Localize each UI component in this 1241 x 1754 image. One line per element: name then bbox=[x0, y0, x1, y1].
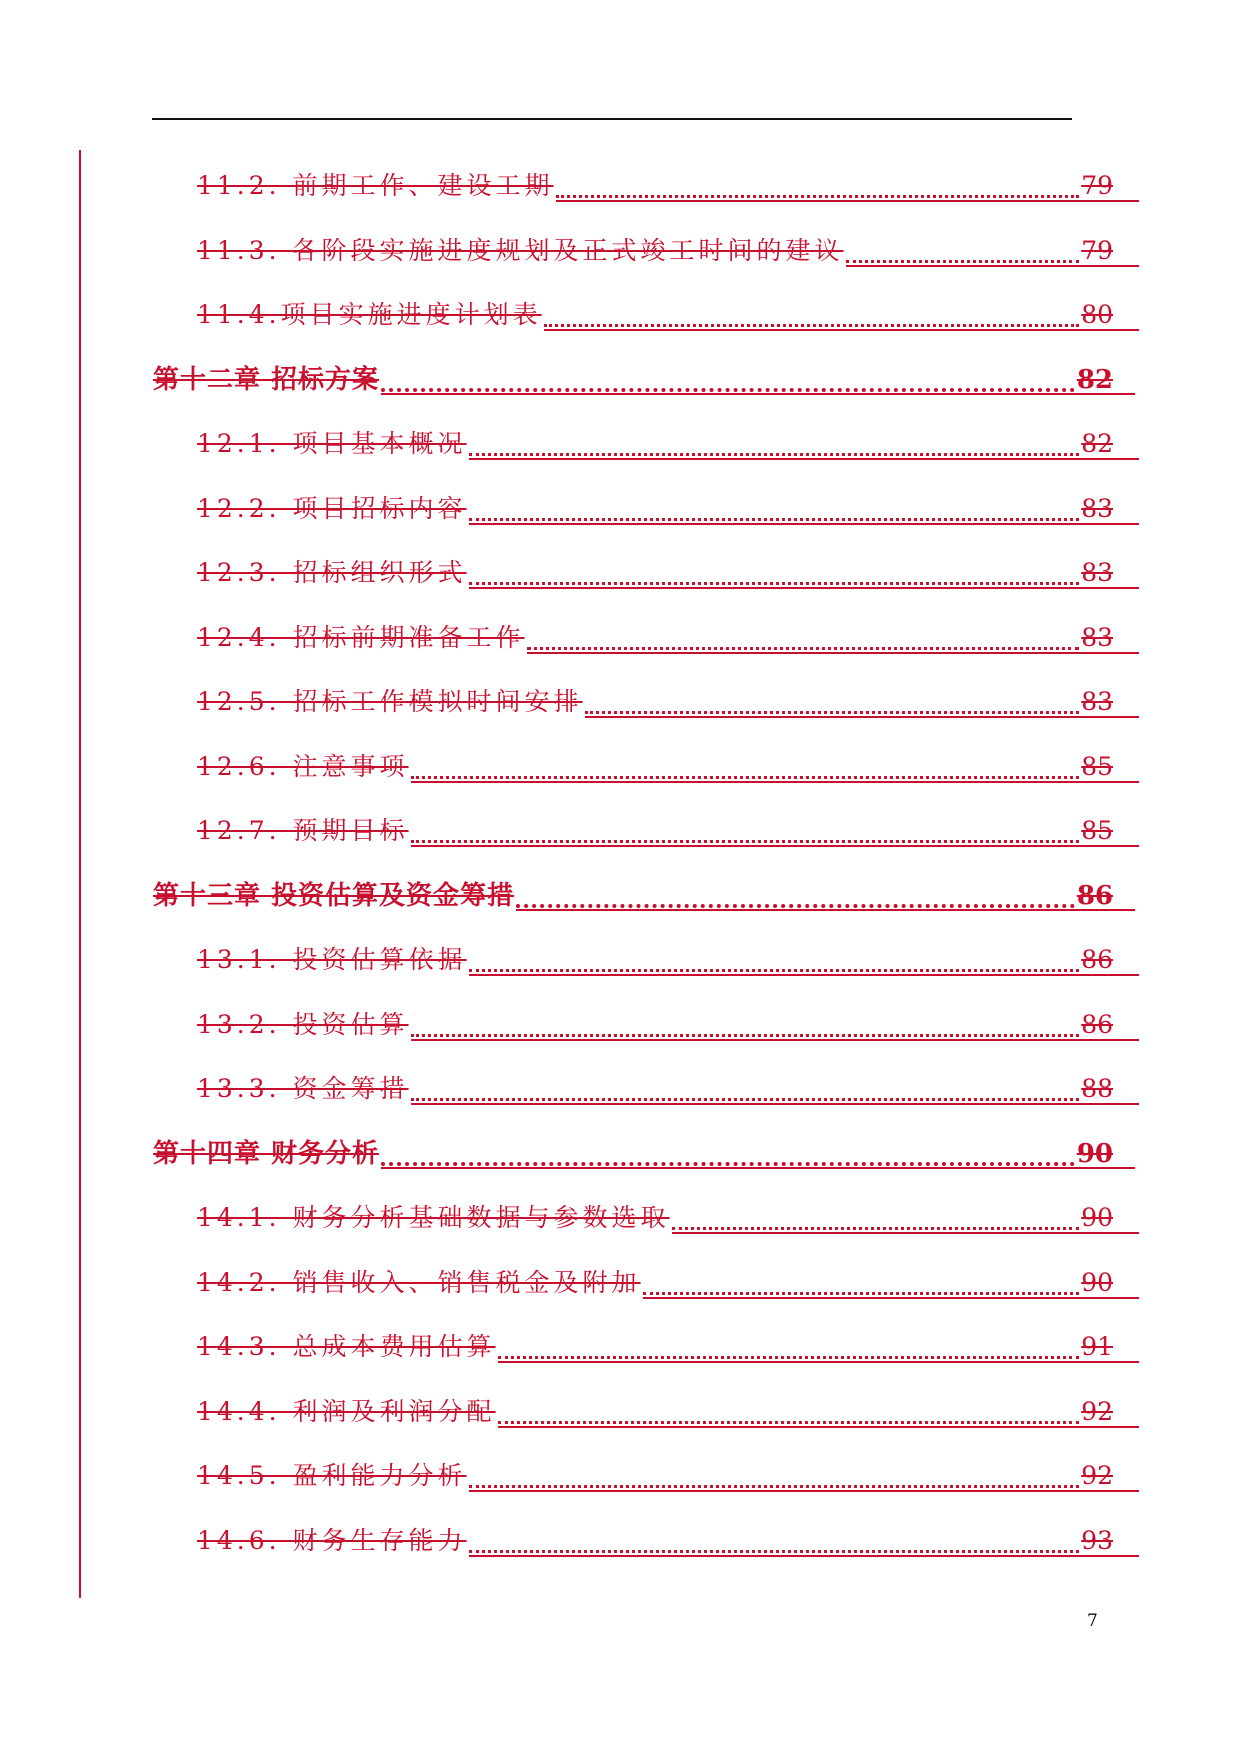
toc-entry-title: 12.4. 招标前期准备工作 bbox=[197, 623, 525, 652]
toc-dot-leader bbox=[527, 647, 1080, 650]
toc-entry-page-number: 86 bbox=[1081, 945, 1113, 974]
toc-section-entry[interactable] bbox=[197, 488, 1113, 528]
toc-section-entry[interactable] bbox=[197, 294, 1113, 334]
toc-entry-title: 13.1. 投资估算依据 bbox=[197, 945, 467, 974]
toc-section-entry[interactable] bbox=[197, 165, 1113, 205]
toc-dot-leader bbox=[411, 1034, 1080, 1037]
toc-entry-page-number: 90 bbox=[1076, 1139, 1113, 1169]
toc-section-entry[interactable] bbox=[197, 1391, 1113, 1431]
toc-dot-leader bbox=[585, 711, 1080, 714]
toc-entry-title: 12.3. 招标组织形式 bbox=[197, 558, 467, 587]
toc-entry-title: 11.3. 各阶段实施进度规划及正式竣工时间的建议 bbox=[197, 236, 844, 265]
toc-dot-leader bbox=[516, 904, 1075, 908]
toc-dot-leader bbox=[846, 260, 1080, 263]
toc-section-entry[interactable] bbox=[197, 552, 1113, 592]
toc-section-entry[interactable] bbox=[197, 230, 1113, 270]
toc-section-entry[interactable] bbox=[197, 810, 1113, 850]
toc-entry-page-number: 83 bbox=[1081, 687, 1113, 716]
toc-entry-page-number: 92 bbox=[1081, 1461, 1113, 1490]
toc-entry-title: 11.2. 前期工作、建设工期 bbox=[197, 171, 554, 200]
toc-entry-page-number: 92 bbox=[1081, 1397, 1113, 1426]
toc-entry-page-number: 83 bbox=[1081, 494, 1113, 523]
toc-dot-leader bbox=[469, 582, 1080, 585]
toc-entry-page-number: 85 bbox=[1081, 752, 1113, 781]
toc-dot-leader bbox=[498, 1421, 1080, 1424]
toc-entry-page-number: 90 bbox=[1081, 1203, 1113, 1232]
toc-entry-title: 13.3. 资金筹措 bbox=[197, 1074, 409, 1103]
toc-section-entry[interactable] bbox=[197, 1455, 1113, 1495]
toc-dot-leader bbox=[672, 1227, 1080, 1230]
toc-entry-title: 14.5. 盈利能力分析 bbox=[197, 1461, 467, 1490]
toc-section-entry[interactable] bbox=[197, 681, 1113, 721]
toc-dot-leader bbox=[381, 388, 1075, 392]
toc-dot-leader bbox=[469, 1550, 1080, 1553]
toc-entry-page-number: 88 bbox=[1081, 1074, 1113, 1103]
toc-chapter-entry[interactable] bbox=[153, 1133, 1113, 1173]
toc-section-entry[interactable] bbox=[197, 1326, 1113, 1366]
toc-chapter-entry[interactable] bbox=[153, 359, 1113, 399]
toc-entry-title: 14.2. 销售收入、销售税金及附加 bbox=[197, 1268, 641, 1297]
toc-entry-page-number: 83 bbox=[1081, 558, 1113, 587]
toc-entry-title: 12.2. 项目招标内容 bbox=[197, 494, 467, 523]
toc-entry-page-number: 82 bbox=[1076, 365, 1113, 395]
toc-entry-page-number: 83 bbox=[1081, 623, 1113, 652]
toc-dot-leader bbox=[556, 195, 1080, 198]
toc-entry-title: 12.7. 预期目标 bbox=[197, 816, 409, 845]
toc-dot-leader bbox=[469, 518, 1080, 521]
toc-dot-leader bbox=[469, 453, 1080, 456]
toc-dot-leader bbox=[469, 969, 1080, 972]
toc-entry-page-number: 93 bbox=[1081, 1526, 1113, 1555]
toc-entry-title: 13.2. 投资估算 bbox=[197, 1010, 409, 1039]
toc-entry-page-number: 80 bbox=[1081, 300, 1113, 329]
toc-entry-title: 12.1. 项目基本概况 bbox=[197, 429, 467, 458]
toc-entry-page-number: 79 bbox=[1081, 171, 1113, 200]
toc-chapter-entry[interactable] bbox=[153, 875, 1113, 915]
toc-entry-title: 14.4. 利润及利润分配 bbox=[197, 1397, 496, 1426]
toc-entry-page-number: 86 bbox=[1076, 881, 1113, 911]
page-number: 7 bbox=[1087, 1611, 1098, 1631]
toc-entry-page-number: 90 bbox=[1081, 1268, 1113, 1297]
toc-section-entry[interactable] bbox=[197, 1262, 1113, 1302]
toc-section-entry[interactable] bbox=[197, 1197, 1113, 1237]
toc-dot-leader bbox=[643, 1292, 1080, 1295]
toc-dot-leader bbox=[381, 1162, 1075, 1166]
toc-section-entry[interactable] bbox=[197, 1520, 1113, 1560]
toc-dot-leader bbox=[544, 324, 1080, 327]
toc-dot-leader bbox=[469, 1485, 1080, 1488]
toc-section-entry[interactable] bbox=[197, 746, 1113, 786]
toc-entry-page-number: 86 bbox=[1081, 1010, 1113, 1039]
toc-dot-leader bbox=[411, 840, 1080, 843]
toc-entry-title: 14.6. 财务生存能力 bbox=[197, 1526, 467, 1555]
toc-entry-page-number: 85 bbox=[1081, 816, 1113, 845]
toc-entry-title: 12.5. 招标工作模拟时间安排 bbox=[197, 687, 583, 716]
toc-section-entry[interactable] bbox=[197, 939, 1113, 979]
toc-entry-title: 第十三章 投资估算及资金筹措 bbox=[153, 881, 515, 911]
toc-dot-leader bbox=[411, 1098, 1080, 1101]
toc-section-entry[interactable] bbox=[197, 617, 1113, 657]
toc-dot-leader bbox=[411, 776, 1080, 779]
toc-entry-page-number: 82 bbox=[1081, 429, 1113, 458]
toc-entry-title: 14.1. 财务分析基础数据与参数选取 bbox=[197, 1203, 670, 1232]
toc-dot-leader bbox=[498, 1356, 1080, 1359]
toc-entry-title: 第十二章 招标方案 bbox=[153, 365, 380, 395]
toc-entry-page-number: 79 bbox=[1081, 236, 1113, 265]
toc-entry-title: 12.6. 注意事项 bbox=[197, 752, 409, 781]
toc-entry-page-number: 91 bbox=[1081, 1332, 1113, 1361]
toc-entry-title: 11.4.项目实施进度计划表 bbox=[197, 300, 542, 329]
toc-entry-title: 14.3. 总成本费用估算 bbox=[197, 1332, 496, 1361]
toc-entry-title: 第十四章 财务分析 bbox=[153, 1139, 380, 1169]
toc-section-entry[interactable] bbox=[197, 423, 1113, 463]
toc-section-entry[interactable] bbox=[197, 1068, 1113, 1108]
toc-section-entry[interactable] bbox=[197, 1004, 1113, 1044]
